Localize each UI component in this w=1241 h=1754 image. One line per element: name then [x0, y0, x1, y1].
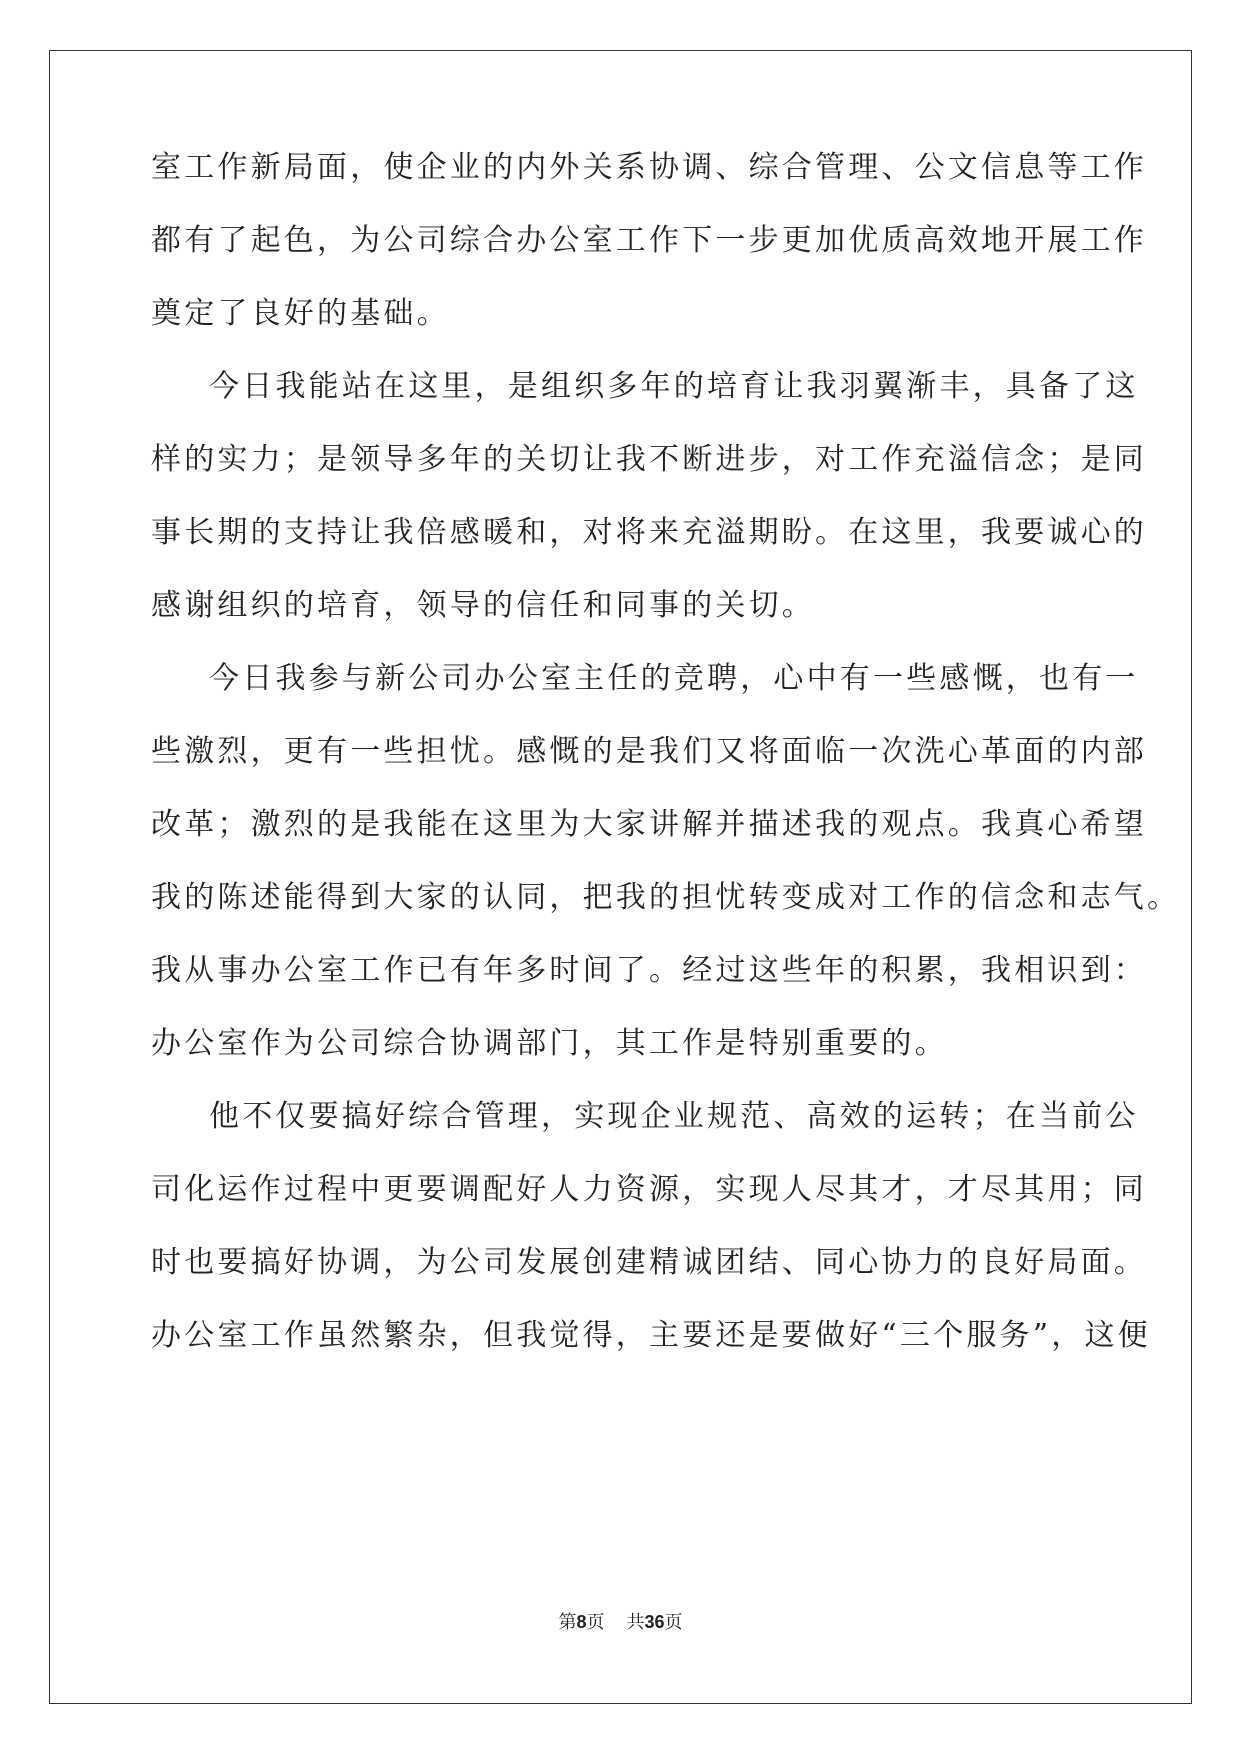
text-line: 办公室工作虽然繁杂，但我觉得，主要还是要做好“三个服务”，这便 [151, 1318, 1151, 1353]
text-line: 司化运作过程中更要调配好人力资源，实现人尽其才，才尽其用；同 [151, 1172, 1147, 1207]
page-current-number: 8 [576, 1612, 587, 1632]
page-unit: 页 [586, 1612, 605, 1633]
text-line: 样的实力；是领导多年的关切让我不断进步，对工作充溢信念；是同 [151, 442, 1147, 477]
text-line: 感谢组织的培育，领导的信任和同事的关切。 [151, 588, 815, 623]
paragraph-first-line: 今日我参与新公司办公室主任的竞聘，心中有一些感慨，也有一 [209, 661, 1139, 696]
page-total-number: 36 [644, 1612, 665, 1632]
text-line: 改革；激烈的是我能在这里为大家讲解并描述我的观点。我真心希望 [151, 807, 1147, 842]
text-line: 室工作新局面，使企业的内外关系协调、综合管理、公文信息等工作 [151, 150, 1147, 185]
total-prefix: 共 [626, 1612, 645, 1633]
text-line: 我从事办公室工作已有年多时间了。经过这些年的积累，我相识到： [151, 953, 1147, 988]
total-unit: 页 [664, 1612, 683, 1633]
text-line: 办公室作为公司综合协调部门，其工作是特别重要的。 [151, 1026, 948, 1061]
text-line: 事长期的支持让我倍感暖和，对将来充溢期盼。在这里，我要诚心的 [151, 515, 1147, 550]
paragraph-first-line: 今日我能站在这里，是组织多年的培育让我羽翼渐丰，具备了这 [209, 369, 1139, 404]
paragraph-first-line: 他不仅要搞好综合管理，实现企业规范、高效的运转；在当前公 [209, 1099, 1139, 1134]
text-line: 奠定了良好的基础。 [151, 296, 450, 331]
text-line: 我的陈述能得到大家的认同，把我的担忧转变成对工作的信念和志气。 [151, 880, 1181, 915]
text-line: 些激烈，更有一些担忧。感慨的是我们又将面临一次洗心革面的内部 [151, 734, 1147, 769]
page-footer [0, 1610, 1241, 1635]
page-prefix: 第 [558, 1612, 577, 1633]
text-line: 都有了起色，为公司综合办公室工作下一步更加优质高效地开展工作 [151, 223, 1147, 258]
text-line: 时也要搞好协调，为公司发展创建精诚团结、同心协力的良好局面。 [151, 1245, 1147, 1280]
